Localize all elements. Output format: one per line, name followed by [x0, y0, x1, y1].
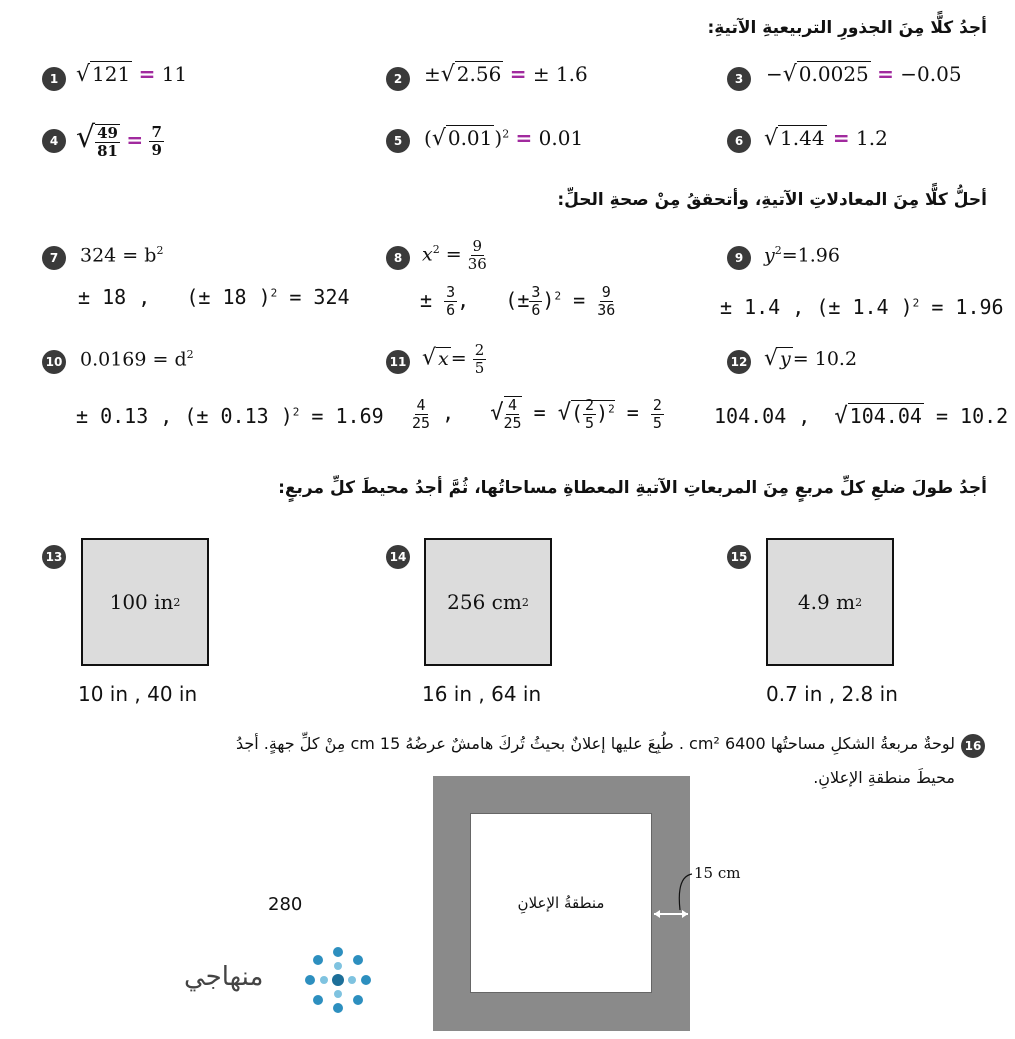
number-badge: 15: [727, 545, 751, 569]
square-15: 4.9 m 2: [766, 538, 894, 666]
problem-16-line1: لوحةٌ مربعةُ الشكلِ مساحتُها 6400 cm² . طُبِعَ عليها إعلانٌ بحيثُ تُركَ هامشٌ عرضُهُ 15 cm مِنْ كلِّ جهةٍ. أجدُ: [235, 734, 955, 753]
number-badge: 13: [42, 545, 66, 569]
number-badge: 9: [727, 246, 751, 270]
answer-9: ± 1.4 , (± 1.4 )$^2$ = 1.96: [720, 295, 1004, 319]
brand-logo-icon: [298, 940, 378, 1020]
number-badge: 3: [727, 67, 751, 91]
number-badge: 5: [386, 129, 410, 153]
number-badge: 16: [961, 734, 985, 758]
equation-11: √ x = $\frac{2}{5}$: [422, 341, 485, 377]
equation-9: $y^2=1.96$: [764, 244, 840, 267]
number-badge: 14: [386, 545, 410, 569]
equation-10: $0.0169 = d^2$: [80, 348, 194, 371]
square-13: 100 in 2: [81, 538, 209, 666]
answer-13: 10 in , 40 in: [78, 682, 198, 706]
problem-5: (√ 0.01 )$^2$ = 0.01: [424, 126, 584, 151]
number-badge: 6: [727, 129, 751, 153]
problem-4: √ $\frac{49}{81}$ = $\frac{7}{9}$: [76, 120, 162, 160]
margin-label: 15 cm: [694, 864, 741, 882]
problem-6: √ 1.44 = 1.2: [764, 126, 888, 151]
equation-8: $x^2$ = $\frac{9}{36}$: [422, 237, 487, 273]
answer-14: 16 in , 64 in: [422, 682, 542, 706]
problem-3: −√ 0.0025 = −0.05: [766, 62, 962, 87]
problem-2: ±√ 2.56 = ± 1.6: [424, 62, 588, 87]
answer-11: $\frac{4}{25}$ , √ $\frac{4}{25}$ = √( $\frac{2}{5}$ )$^2$ = $\frac{2}{5}$: [412, 395, 662, 432]
equation-7: $324 = b^2$: [80, 244, 164, 267]
answer-7: ± 18 , (± 18 )$^2$ = 324: [78, 285, 350, 309]
leader-line: [679, 874, 692, 910]
section3-heading: أجدُ طولَ ضلعِ كلِّ مربعٍ مِنَ المربعاتِ الآتيةِ المعطاةِ مساحاتُها، ثُمَّ أجدُ محيطَ كلِّ مربعٍ:: [278, 478, 987, 498]
number-badge: 8: [386, 246, 410, 270]
number-badge: 10: [42, 350, 66, 374]
section2-heading: أحلُّ كلًّا مِنَ المعادلاتِ الآتيةِ، وأتحققُ مِنْ صحةِ الحلِّ:: [557, 190, 987, 210]
advert-area: منطقةُ الإعلانِ: [470, 813, 652, 993]
number-badge: 1: [42, 67, 66, 91]
number-badge: 11: [386, 350, 410, 374]
answer-15: 0.7 in , 2.8 in: [766, 682, 898, 706]
number-badge: 12: [727, 350, 751, 374]
problem-16-line2: محيطَ منطقةِ الإعلانِ.: [813, 768, 955, 787]
equation-12: √ y = 10.2: [764, 346, 858, 371]
problem-1: √ 121 = 11: [76, 62, 188, 87]
answer-12: 104.04 , √ 104.04 = 10.2: [714, 404, 1009, 429]
number-badge: 7: [42, 246, 66, 270]
square-14: 256 cm 2: [424, 538, 552, 666]
brand-name: منهاجي: [184, 962, 264, 992]
answer-10: ± 0.13 , (± 0.13 )$^2$ = 1.69: [76, 404, 384, 428]
number-badge: 4: [42, 129, 66, 153]
number-badge: 2: [386, 67, 410, 91]
section1-heading: أجدُ كلًّا مِنَ الجذورِ التربيعيةِ الآتيةِ:: [707, 18, 987, 38]
answer-8: ± $\frac{3}{6}$ , (± $\frac{3}{6}$ )$^2$ = $\frac{9}{36}$: [420, 283, 616, 319]
page-number: 280: [268, 894, 303, 915]
